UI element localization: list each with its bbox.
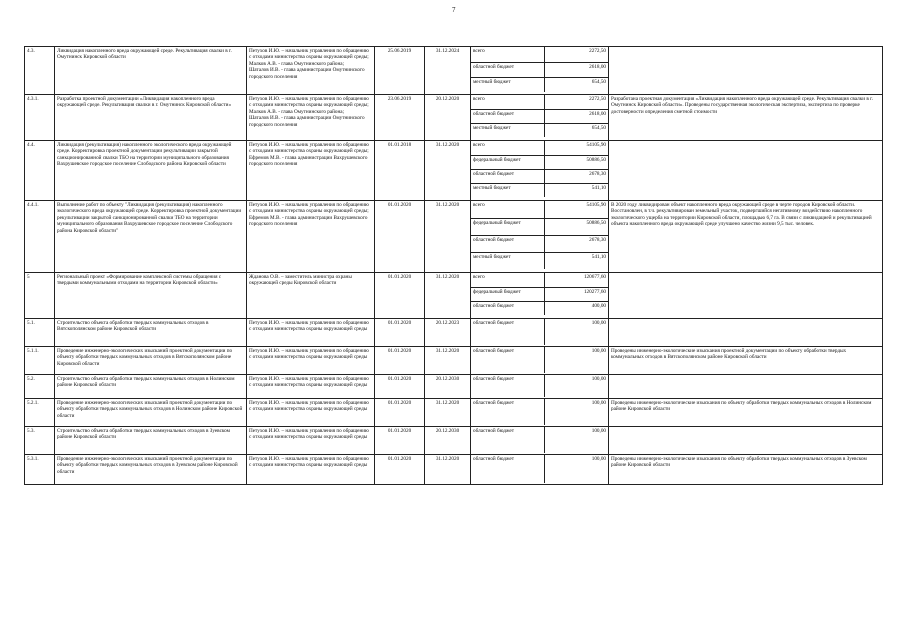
end-date: 31.12.2020 (425, 201, 471, 273)
budget-amount: 54105,90 (544, 141, 608, 155)
budget-source: местный бюджет (471, 252, 544, 269)
table-row (25, 399, 883, 427)
financing-sources (471, 201, 609, 273)
row-number: 4.3. (25, 47, 55, 95)
row-number: 5.3.1. (25, 455, 55, 485)
financing-table (471, 201, 608, 269)
responsible-person: Петухов И.Ю. – начальник управления по обращению с отходами министерства охраны окружающей среды (249, 400, 369, 413)
table-row (25, 347, 883, 375)
end-date: 20.12.2030 (425, 427, 471, 455)
financing-table (471, 455, 608, 483)
financing-row (471, 235, 608, 252)
start-date: 25.06.2019 (375, 47, 425, 95)
page-number: 7 (452, 6, 456, 14)
start-date: 01.01.2020 (375, 399, 425, 427)
budget-amount: 2618,00 (544, 62, 608, 77)
financing-row (471, 169, 608, 183)
end-date: 20.12.2030 (425, 375, 471, 399)
financing-table (471, 319, 608, 345)
budget-amount: 100,00 (591, 348, 606, 354)
responsible-persons (247, 399, 375, 427)
activity-name: Ликвидация (рекультивация) накопленного экологического вреда окружающей среде. Корректировка проектной документации рекультивации закрытой санкционированной свалки ТБО на территории муниципального образования Вахрушевское городское поселение Слободского района Кировской области (55, 141, 247, 201)
budget-amount: 2272,50 (544, 47, 608, 62)
expected-result (609, 427, 883, 455)
financing-sources (471, 319, 609, 347)
activity-name: Региональный проект «Формирование комплексной системы обращения с твердыми коммунальными отходами на территории Кировской области» (55, 273, 247, 319)
row-number: 5.2.1. (25, 399, 55, 427)
activity-name: Строительство объекта обработки твердых коммунальных отходов в Нолинском районе Кировской области (55, 375, 247, 399)
start-date: 01.01.2020 (375, 375, 425, 399)
budget-source: федеральный бюджет (471, 218, 544, 235)
budget-source: всего (471, 273, 544, 287)
financing-table (471, 399, 608, 425)
financing-row (471, 47, 608, 62)
budget-source: областной бюджет (471, 301, 544, 315)
budget-amount: 54105,90 (544, 201, 608, 218)
activity-name: Проведение инженерно-экологических изысканий проектной документации по объекту обработки твердых коммунальных отходов в Зуевском районе Кировской области (55, 455, 247, 485)
responsible-person: Жданова О.В. – заместитель министра охраны окружающей среды Кировской области (249, 274, 352, 287)
responsible-person: Шаталов И.В. - глава администрации Омутнинского городского поселения (249, 67, 365, 80)
financing-row (471, 455, 608, 483)
start-date: 01.01.2018 (375, 141, 425, 201)
budget-source: областной бюджет (471, 109, 544, 123)
table-row (25, 273, 883, 319)
budget-amount: 541,10 (591, 184, 606, 191)
row-number: 5.2. (25, 375, 55, 399)
row-number: 5.1.1. (25, 347, 55, 375)
budget-source: федеральный бюджет (471, 287, 544, 301)
end-date: 31.12.2020 (425, 399, 471, 427)
end-date: 20.12.2023 (425, 319, 471, 347)
activity-name: Выполнение работ по объекту "Ликвидация (рекультивация) накопленного экологического вреда окружающей среде. Корректировка проектной документации рекультивации закрытой санкционированной свалки ТБО на территории муниципального образования Вахрушевское городское поселение Слободского района Кировской области" (55, 201, 247, 273)
budget-source: местный бюджет (471, 123, 544, 137)
start-date: 01.01.2020 (375, 319, 425, 347)
start-date: 23.06.2019 (375, 95, 425, 141)
financing-row (471, 95, 608, 109)
responsible-persons (247, 201, 375, 273)
expected-result: Проведены инженерно-экологические изыскания по объекту обработки твердых коммунальных отходов в Зуевском районе Кировской области (609, 455, 883, 485)
responsible-persons (247, 141, 375, 201)
budget-source: областной бюджет (471, 347, 544, 373)
financing-sources (471, 95, 609, 141)
financing-row (471, 109, 608, 123)
activity-name: Ликвидация накопленного вреда окружающей среде. Рекультивация свалки в г. Омутнинск Кировской области (55, 47, 247, 95)
responsible-person: Петухов И.Ю. – начальник управления по обращению с отходами министерства охраны окружающей среды; (249, 48, 369, 61)
financing-row (471, 183, 608, 197)
budget-source: областной бюджет (471, 169, 544, 183)
financing-sources (471, 427, 609, 455)
financing-row (471, 123, 608, 137)
start-date: 01.01.2020 (375, 427, 425, 455)
table-row (25, 95, 883, 141)
row-number: 4.4. (25, 141, 55, 201)
budget-amount: 2678,30 (544, 235, 608, 252)
responsible-persons (247, 455, 375, 485)
row-number: 5 (25, 273, 55, 319)
activity-name: Строительство объекта обработки твердых коммунальных отходов в Вятскополянском районе Кировской области (55, 319, 247, 347)
expected-result: Разработана проектная документация «Ликвидация накопленного вреда окружающей среде. Рекультивация свалки в г. Омутнинск Кировской области». Проведены государственная экологическая экспертиза, экспертиза по проверке достоверности определения сметной стоимости (609, 95, 883, 141)
financing-sources (471, 399, 609, 427)
table-row (25, 455, 883, 485)
financing-table (471, 347, 608, 373)
financing-row (471, 375, 608, 397)
responsible-person: Петухов И.Ю. – начальник управления по обращению с отходами министерства охраны окружающей среды (249, 456, 369, 469)
table-row (25, 427, 883, 455)
financing-sources (471, 347, 609, 375)
responsible-persons (247, 95, 375, 141)
responsible-person: Ефремов М.В. - глава администрации Вахрушевского городского поселения (249, 154, 368, 168)
responsible-persons (247, 319, 375, 347)
budget-amount: 400,00 (591, 302, 606, 309)
start-date: 01.01.2020 (375, 273, 425, 319)
expected-result (609, 319, 883, 347)
financing-table (471, 273, 608, 315)
financing-row (471, 287, 608, 301)
expected-result (609, 273, 883, 319)
responsible-person: Малков А.В. - глава Омутнинского района; (249, 60, 345, 67)
financing-row (471, 77, 608, 92)
financing-table (471, 375, 608, 397)
financing-row (471, 399, 608, 425)
table-row (25, 141, 883, 201)
budget-amount: 654,50 (591, 78, 606, 85)
budget-amount: 120677,60 (544, 273, 608, 287)
financing-row (471, 218, 608, 235)
activity-name: Разработка проектной документации «Ликвидация накопленного вреда окружающей среде. Рекультивация свалки в г. Омутнинск Кировской области» (55, 95, 247, 141)
budget-source: всего (471, 95, 544, 109)
start-date: 01.01.2020 (375, 455, 425, 485)
budget-amount: 100,00 (591, 456, 606, 462)
budget-source: областной бюджет (471, 455, 544, 483)
row-number: 5.3. (25, 427, 55, 455)
budget-amount: 100,00 (591, 400, 606, 406)
responsible-person: Петухов И.Ю. – начальник управления по обращению с отходами министерства охраны окружающей среды; (249, 96, 369, 109)
financing-row (471, 427, 608, 453)
start-date: 01.01.2020 (375, 347, 425, 375)
financing-row (471, 301, 608, 315)
budget-source: всего (471, 201, 544, 218)
financing-row (471, 155, 608, 169)
responsible-persons (247, 427, 375, 455)
budget-source: областной бюджет (471, 427, 544, 453)
budget-amount: 541,10 (591, 253, 606, 260)
responsible-person: Петухов И.Ю. – начальник управления по обращению с отходами министерства охраны окружающей среды (249, 320, 369, 333)
budget-source: местный бюджет (471, 183, 544, 197)
budget-amount: 100,00 (591, 320, 606, 326)
responsible-person: Петухов И.Ю. – начальник управления по обращению с отходами министерства охраны окружающей среды (249, 428, 369, 441)
end-date: 20.12.2020 (425, 95, 471, 141)
expected-result (609, 375, 883, 399)
end-date: 31.12.2020 (425, 141, 471, 201)
responsible-person: Шаталов И.В. - глава администрации Омутнинского городского поселения (249, 115, 365, 128)
budget-amount: 2618,00 (544, 109, 608, 123)
activity-name: Строительство объекта обработки твердых коммунальных отходов в Зуевском районе Кировской области (55, 427, 247, 455)
budget-source: областной бюджет (471, 375, 544, 397)
budget-source: федеральный бюджет (471, 155, 544, 169)
budget-source: областной бюджет (471, 319, 544, 345)
responsible-persons (247, 375, 375, 399)
table-row (25, 47, 883, 95)
financing-sources (471, 141, 609, 201)
budget-amount: 50886,50 (544, 155, 608, 169)
budget-amount: 120277,60 (544, 287, 608, 301)
expected-result (609, 47, 883, 95)
row-number: 5.1. (25, 319, 55, 347)
responsible-person: Петухов И.Ю. – начальник управления по обращению с отходами министерства охраны окружающей среды; (249, 202, 369, 215)
financing-sources (471, 375, 609, 399)
end-date: 31.12.2020 (425, 455, 471, 485)
activity-table (24, 46, 883, 485)
financing-table (471, 427, 608, 453)
budget-source: областной бюджет (471, 235, 544, 252)
responsible-person: Малков А.В. - глава Омутнинского района; (249, 108, 345, 115)
budget-source: местный бюджет (471, 77, 544, 92)
expected-result (609, 141, 883, 201)
budget-source: областной бюджет (471, 399, 544, 425)
financing-sources (471, 273, 609, 319)
financing-sources (471, 455, 609, 485)
financing-row (471, 273, 608, 287)
budget-amount: 2678,30 (544, 169, 608, 183)
end-date: 31.12.2020 (425, 273, 471, 319)
row-number: 4.4.1. (25, 201, 55, 273)
responsible-person: Петухов И.Ю. – начальник управления по обращению с отходами министерства охраны окружающей среды (249, 348, 369, 361)
financing-sources (471, 47, 609, 95)
financing-table (471, 141, 608, 197)
responsible-person: Ефремов М.В. - глава администрации Вахрушевского городского поселения (249, 214, 368, 228)
budget-amount: 654,50 (591, 124, 606, 131)
end-date: 31.12.2024 (425, 47, 471, 95)
table-row (25, 319, 883, 347)
row-number: 4.3.1. (25, 95, 55, 141)
budget-amount: 100,00 (591, 428, 606, 434)
budget-amount: 100,00 (591, 376, 606, 382)
responsible-persons (247, 273, 375, 319)
table-row (25, 201, 883, 273)
responsible-person: Петухов И.Ю. – начальник управления по обращению с отходами министерства охраны окружающей среды; (249, 142, 369, 155)
expected-result: Проведены инженерно-экологические изыскания по объекту обработки твердых коммунальных отходов в Нолинском районе Кировской области (609, 399, 883, 427)
budget-source: областной бюджет (471, 62, 544, 77)
end-date: 31.12.2020 (425, 347, 471, 375)
expected-result: В 2020 году ликвидирован объект накопленного вреда окружающей среде в черте городов Кировской области. Восстановлен, в т.ч. рекультивирован земельный участок, подвергшийся негативному воздействию накопленного экологического ущерба на территории Кировской области, площадью 6,7 га. В связи с ликвидацией и рекультивацией объекта накопленного вреда окружающей среде улучшено качество жизни 9,5 тыс. человек. (609, 201, 883, 273)
financing-row (471, 252, 608, 269)
expected-result: Проведены инженерно-экологические изыскания проектной документации по объекту обработки твердых коммунальных отходов в Вятскополянском районе Кировской области (609, 347, 883, 375)
responsible-persons (247, 47, 375, 95)
responsible-person: Петухов И.Ю. – начальник управления по обращению с отходами министерства охраны окружающей среды (249, 376, 369, 389)
table-row (25, 375, 883, 399)
start-date: 01.01.2020 (375, 201, 425, 273)
activity-name: Проведение инженерно-экологических изысканий проектной документации по объекту обработки твердых коммунальных отходов в Нолинском районе Кировской области (55, 399, 247, 427)
financing-table (471, 47, 608, 92)
financing-row (471, 62, 608, 77)
budget-source: всего (471, 141, 544, 155)
financing-table (471, 95, 608, 137)
budget-amount: 2272,50 (544, 95, 608, 109)
budget-source: всего (471, 47, 544, 62)
responsible-persons (247, 347, 375, 375)
financing-row (471, 201, 608, 218)
financing-row (471, 347, 608, 373)
financing-row (471, 141, 608, 155)
financing-row (471, 319, 608, 345)
activity-name: Проведение инженерно-экологических изысканий проектной документации по объекту обработки твердых коммунальных отходов в Вятскополянском районе Кировской области (55, 347, 247, 375)
budget-amount: 50886,50 (544, 218, 608, 235)
